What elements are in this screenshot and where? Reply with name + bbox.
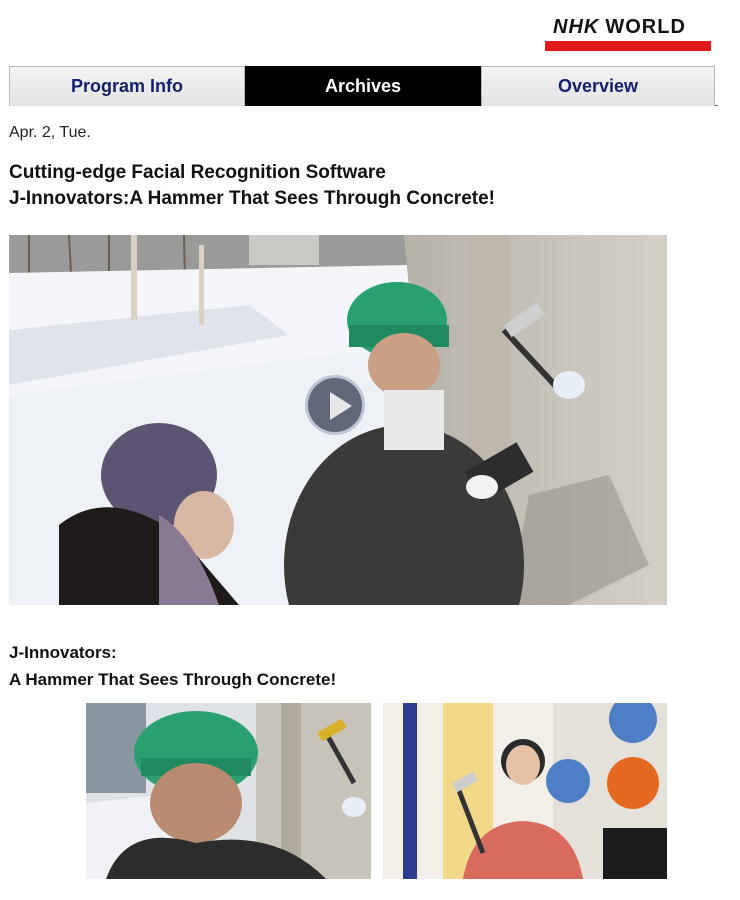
tab-archives[interactable]: Archives: [245, 66, 481, 106]
thumbnail-image: [86, 703, 371, 879]
thumbnail-presenter[interactable]: [383, 703, 667, 879]
thumbnail-hammer-worker[interactable]: [86, 703, 371, 879]
section-line-1: J-Innovators:: [9, 643, 117, 662]
headline-line-2: J-Innovators:A Hammer That Sees Through Concrete!: [9, 188, 495, 209]
headline-line-1: Cutting-edge Facial Recognition Software: [9, 162, 386, 183]
page-title: [9, 160, 495, 212]
thumbnail-image: [383, 703, 667, 879]
video-player[interactable]: [9, 235, 667, 605]
tab-program-info[interactable]: Program Info: [9, 66, 245, 106]
logo-red-bar: [545, 41, 711, 51]
logo-suffix: WORLD: [605, 16, 686, 38]
section-heading: [9, 639, 336, 693]
play-button[interactable]: [305, 375, 365, 435]
episode-date: Apr. 2, Tue.: [9, 124, 91, 141]
tab-bar: [9, 66, 718, 106]
nhk-world-logo[interactable]: [545, 14, 711, 54]
tab-overview[interactable]: Overview: [481, 66, 715, 106]
logo-text: [553, 16, 686, 39]
section-line-2: A Hammer That Sees Through Concrete!: [9, 670, 337, 689]
logo-brand: NHK: [553, 16, 600, 38]
